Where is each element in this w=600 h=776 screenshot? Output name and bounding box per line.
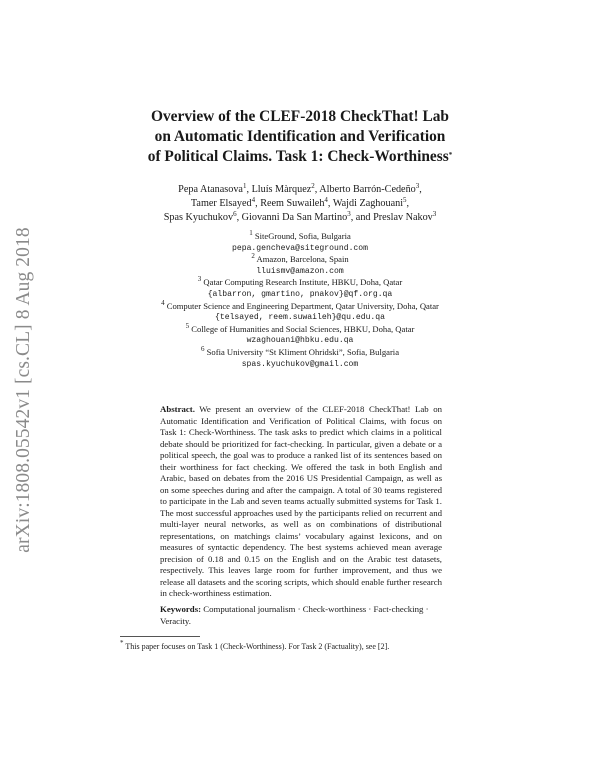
affiliation-name: $^2$ Amazon, Barcelona, Spain <box>251 252 349 265</box>
keywords-text: Computational journalism · Check-worthiness · Fact-checking · Veracity. <box>160 604 429 626</box>
title-line: Overview of the CLEF-2018 CheckThat! Lab <box>151 108 449 125</box>
author-list <box>120 183 480 226</box>
author-name: Giovanni Da San Martino <box>241 212 348 224</box>
title-footnote-marker: * <box>448 151 453 159</box>
affiliation-email: wzaghouani@hbku.edu.qa <box>246 336 354 346</box>
author-line: Pepa Atanasova$^1$, Lluís Màrquez$^2$, Alberto Barrón-Cedeño$^3$, <box>178 182 422 195</box>
arxiv-identifier: arXiv:1808.05542v1 [cs.CL] 8 Aug 2018 <box>13 227 34 553</box>
footnote <box>120 639 490 652</box>
arxiv-sidebar-stamp <box>13 180 35 600</box>
affiliation-email: pepa.gencheva@siteground.com <box>232 243 368 253</box>
author-name: Lluís Màrquez <box>251 184 312 195</box>
affiliation-name: $^5$ College of Humanities and Social Sciences, HBKU, Doha, Qatar <box>185 321 415 334</box>
author-name: Preslav Nakov <box>373 212 433 224</box>
affiliation-name: $^1$ SiteGround, Sofia, Bulgaria <box>249 229 351 241</box>
footnote-marker: * <box>120 639 124 647</box>
keywords-label: Keywords: <box>160 604 202 614</box>
author-name: Reem Suwaileh <box>260 198 325 210</box>
author-name: Tamer Elsayed <box>190 198 252 210</box>
affiliation-email: {albarron, gmartino, pnakov}@qf.org.qa <box>207 289 393 299</box>
affiliation-name: $^3$ Qatar Computing Research Institute, HBKU, Doha, Qatar <box>197 275 403 288</box>
author-name: Spas Kyuchukov <box>163 212 234 224</box>
author-name: Alberto Barrón-Cedeño <box>319 184 416 195</box>
abstract <box>160 404 442 600</box>
keywords <box>160 604 442 627</box>
author-line: Spas Kyuchukov$^6$, Giovanni Da San Martino$^3$, and Preslav Nakov$^3$ <box>163 210 437 224</box>
author-line: Tamer Elsayed$^4$, Reem Suwaileh$^4$, Wajdi Zaghouani$^5$, <box>190 196 410 210</box>
footnote-divider <box>120 636 200 637</box>
affiliation-name: $^6$ Sofia University “St Kliment Ohridski”, Sofia, Bulgaria <box>200 344 400 357</box>
affiliation-email: lluismv@amazon.com <box>256 266 344 276</box>
affiliations <box>100 231 500 370</box>
title-line: of Political Claims. Task 1: Check-Worthiness* <box>147 148 453 165</box>
abstract-text: We present an overview of the CLEF-2018 CheckThat! Lab on Automatic Identification and Verification of Political Claims, with focus on Task 1: Check-Worthiness. The task asks to predict which claims in a political debate should be prioritized for fact-checking. In particular, given a debate or a political speech, the goal was to produce a ranked list of its sentences based on their worthiness for fact checking. We offered the task in both English and Arabic, based on debates from the 2016 US Presidential Campaign, as well as on some speeches during and after the campaign. A total of 30 teams registered to participate in the Lab and seven teams actually submitted systems for Task 1. The most successful approaches used by the participants relied on recurrent and multi-layer neural networks, as well as on combinations of distributional representations, on matchings claims’ vocabulary against lexicons, and on measures of syntactic dependency. The best systems achieved mean average precision of 0.18 and 0.15 on the English and on the Arabic test datasets, respectively. This leaves large room for further improvement, and thus we release all datasets and the scoring scripts, which should enable further research in check-worthiness estimation. <box>160 404 442 598</box>
affiliation-email: {telsayed, reem.suwaileh}@qu.edu.qa <box>215 313 385 323</box>
title-line: on Automatic Identification and Verification <box>154 128 446 145</box>
footnote-text: This paper focuses on Task 1 (Check-Worthiness). For Task 2 (Factuality), see [2]. <box>125 642 390 651</box>
affiliation-name: $^4$ Computer Science and Engineering Department, Qatar University, Doha, Qatar <box>161 298 439 311</box>
author-name: Wajdi Zaghouani <box>332 198 404 210</box>
author-name: Pepa Atanasova <box>178 184 243 195</box>
affiliation-email: spas.kyuchukov@gmail.com <box>241 359 359 369</box>
paper-title <box>100 107 500 167</box>
abstract-label: Abstract. <box>160 404 195 414</box>
